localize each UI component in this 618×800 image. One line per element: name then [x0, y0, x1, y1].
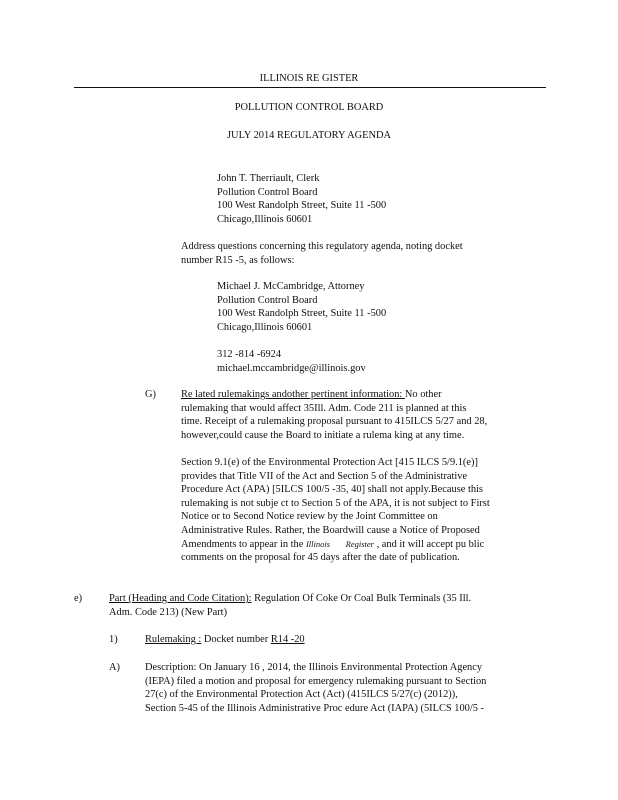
item-g-line: time. Receipt of a rulemaking proposal pursuant to 415ILCS 5/27 and 28,	[181, 416, 488, 428]
item-a-line: 27(c) of the Environmental Protection Act (Act) (415ILCS 5/27(c) (2012)),	[145, 689, 458, 701]
item-1-text: Docket number	[201, 634, 271, 645]
questions-line: Address questions concerning this regulatory agenda, noting docket	[181, 241, 463, 252]
item-g-marker: G)	[145, 389, 156, 400]
item-g-p2-line: Administrative Rules. Rather, the Boardwill cause a Notice of Proposed	[181, 524, 480, 536]
clerk-org: Pollution Control Board	[217, 186, 318, 198]
clerk-street: 100 West Randolph Street, Suite 11 -500	[217, 200, 387, 212]
attorney-city: Chicago,Illinois 60601	[217, 321, 313, 333]
item-1-line	[145, 633, 305, 647]
item-e-line-1	[109, 592, 471, 606]
item-e-paragraph	[109, 592, 471, 619]
item-g-p2-line	[181, 538, 490, 552]
item-1-label: Rulemaking :	[145, 634, 202, 645]
attorney-email: michael.mccambridge@illinois.gov	[217, 362, 366, 374]
header-rule	[74, 87, 546, 88]
attorney-name: Michael J. McCambridge, Attorney	[217, 281, 365, 292]
agenda-title: JULY 2014 REGULATORY AGENDA	[227, 130, 391, 141]
clerk-name: John T. Therriault, Clerk	[217, 173, 320, 184]
item-g-p2-line: rulemaking is not subje ct to Section 5 of the APA, it is not subject to First	[181, 497, 490, 509]
item-a-line: Description: On January 16 , 2014, the Illinois Environmental Protection Agency	[145, 662, 483, 673]
item-e-heading: Part (Heading and Code Citation):	[109, 593, 252, 604]
item-e-line-2: Adm. Code 213) (New Part)	[109, 606, 228, 618]
item-1-marker: 1)	[109, 634, 118, 645]
item-g-p2-text: Amendments to appear in the	[181, 538, 306, 550]
item-1-docket: R14 -20	[270, 634, 305, 645]
item-g-paragraph-2	[181, 456, 490, 565]
register-italic-illinois: Illinois	[305, 538, 331, 549]
item-e-line-1-rest: Regulation Of Coke Or Coal Bulk Terminals (35 Ill.	[251, 593, 472, 604]
attorney-address	[217, 280, 386, 334]
item-g-p2-line: Section 9.1(e) of the Environmental Protection Act [415 ILCS 5/9.1(e)]	[181, 457, 478, 468]
attorney-phone: 312 -814 -6924	[217, 349, 282, 360]
item-a-line: (IEPA) filed a motion and proposal for emergency rulemaking pursuant to Section	[145, 675, 487, 687]
item-g-p2-line: provides that Title VII of the Act and Section 5 of the Administrative	[181, 470, 468, 482]
clerk-city: Chicago,Illinois 60601	[217, 213, 313, 225]
item-g-line-1-rest: No other	[404, 389, 442, 400]
questions-paragraph	[181, 240, 463, 267]
item-a-marker: A)	[109, 662, 120, 673]
attorney-street: 100 West Randolph Street, Suite 11 -500	[217, 308, 387, 320]
questions-line: number R15 -5, as follows:	[181, 254, 295, 266]
item-g-line: rulemaking that would affect 35Ill. Adm. Code 211 is planned at this	[181, 402, 467, 414]
item-g-p2-line: Notice or to Second Notice review by the Joint Committee on	[181, 511, 438, 523]
attorney-contact	[217, 348, 366, 375]
item-g-p2-text: , and it will accept pu blic	[373, 538, 485, 550]
agency-title: POLLUTION CONTROL BOARD	[234, 102, 384, 113]
item-e-marker: e)	[74, 593, 83, 604]
item-g-heading: Re lated rulemakings andother pertinent information:	[181, 389, 405, 400]
item-a-paragraph	[145, 661, 486, 715]
item-a-line: Section 5-45 of the Illinois Administrative Proc edure Act (IAPA) (5ILCS 100/5 -	[145, 702, 484, 714]
register-title: ILLINOIS RE GISTER	[259, 73, 359, 84]
item-g-paragraph	[181, 388, 487, 442]
attorney-org: Pollution Control Board	[217, 294, 318, 306]
item-g-line-1	[181, 388, 487, 402]
item-g-line: however,could cause the Board to initiate a rulema king at any time.	[181, 429, 465, 441]
item-g-p2-line: comments on the proposal for 45 days after the date of publication.	[181, 552, 460, 564]
item-g-p2-line: Procedure Act (APA) [5ILCS 100/5 -35, 40] shall not apply.Because this	[181, 484, 483, 496]
register-italic-register: Register	[345, 538, 374, 549]
clerk-address	[217, 172, 386, 226]
